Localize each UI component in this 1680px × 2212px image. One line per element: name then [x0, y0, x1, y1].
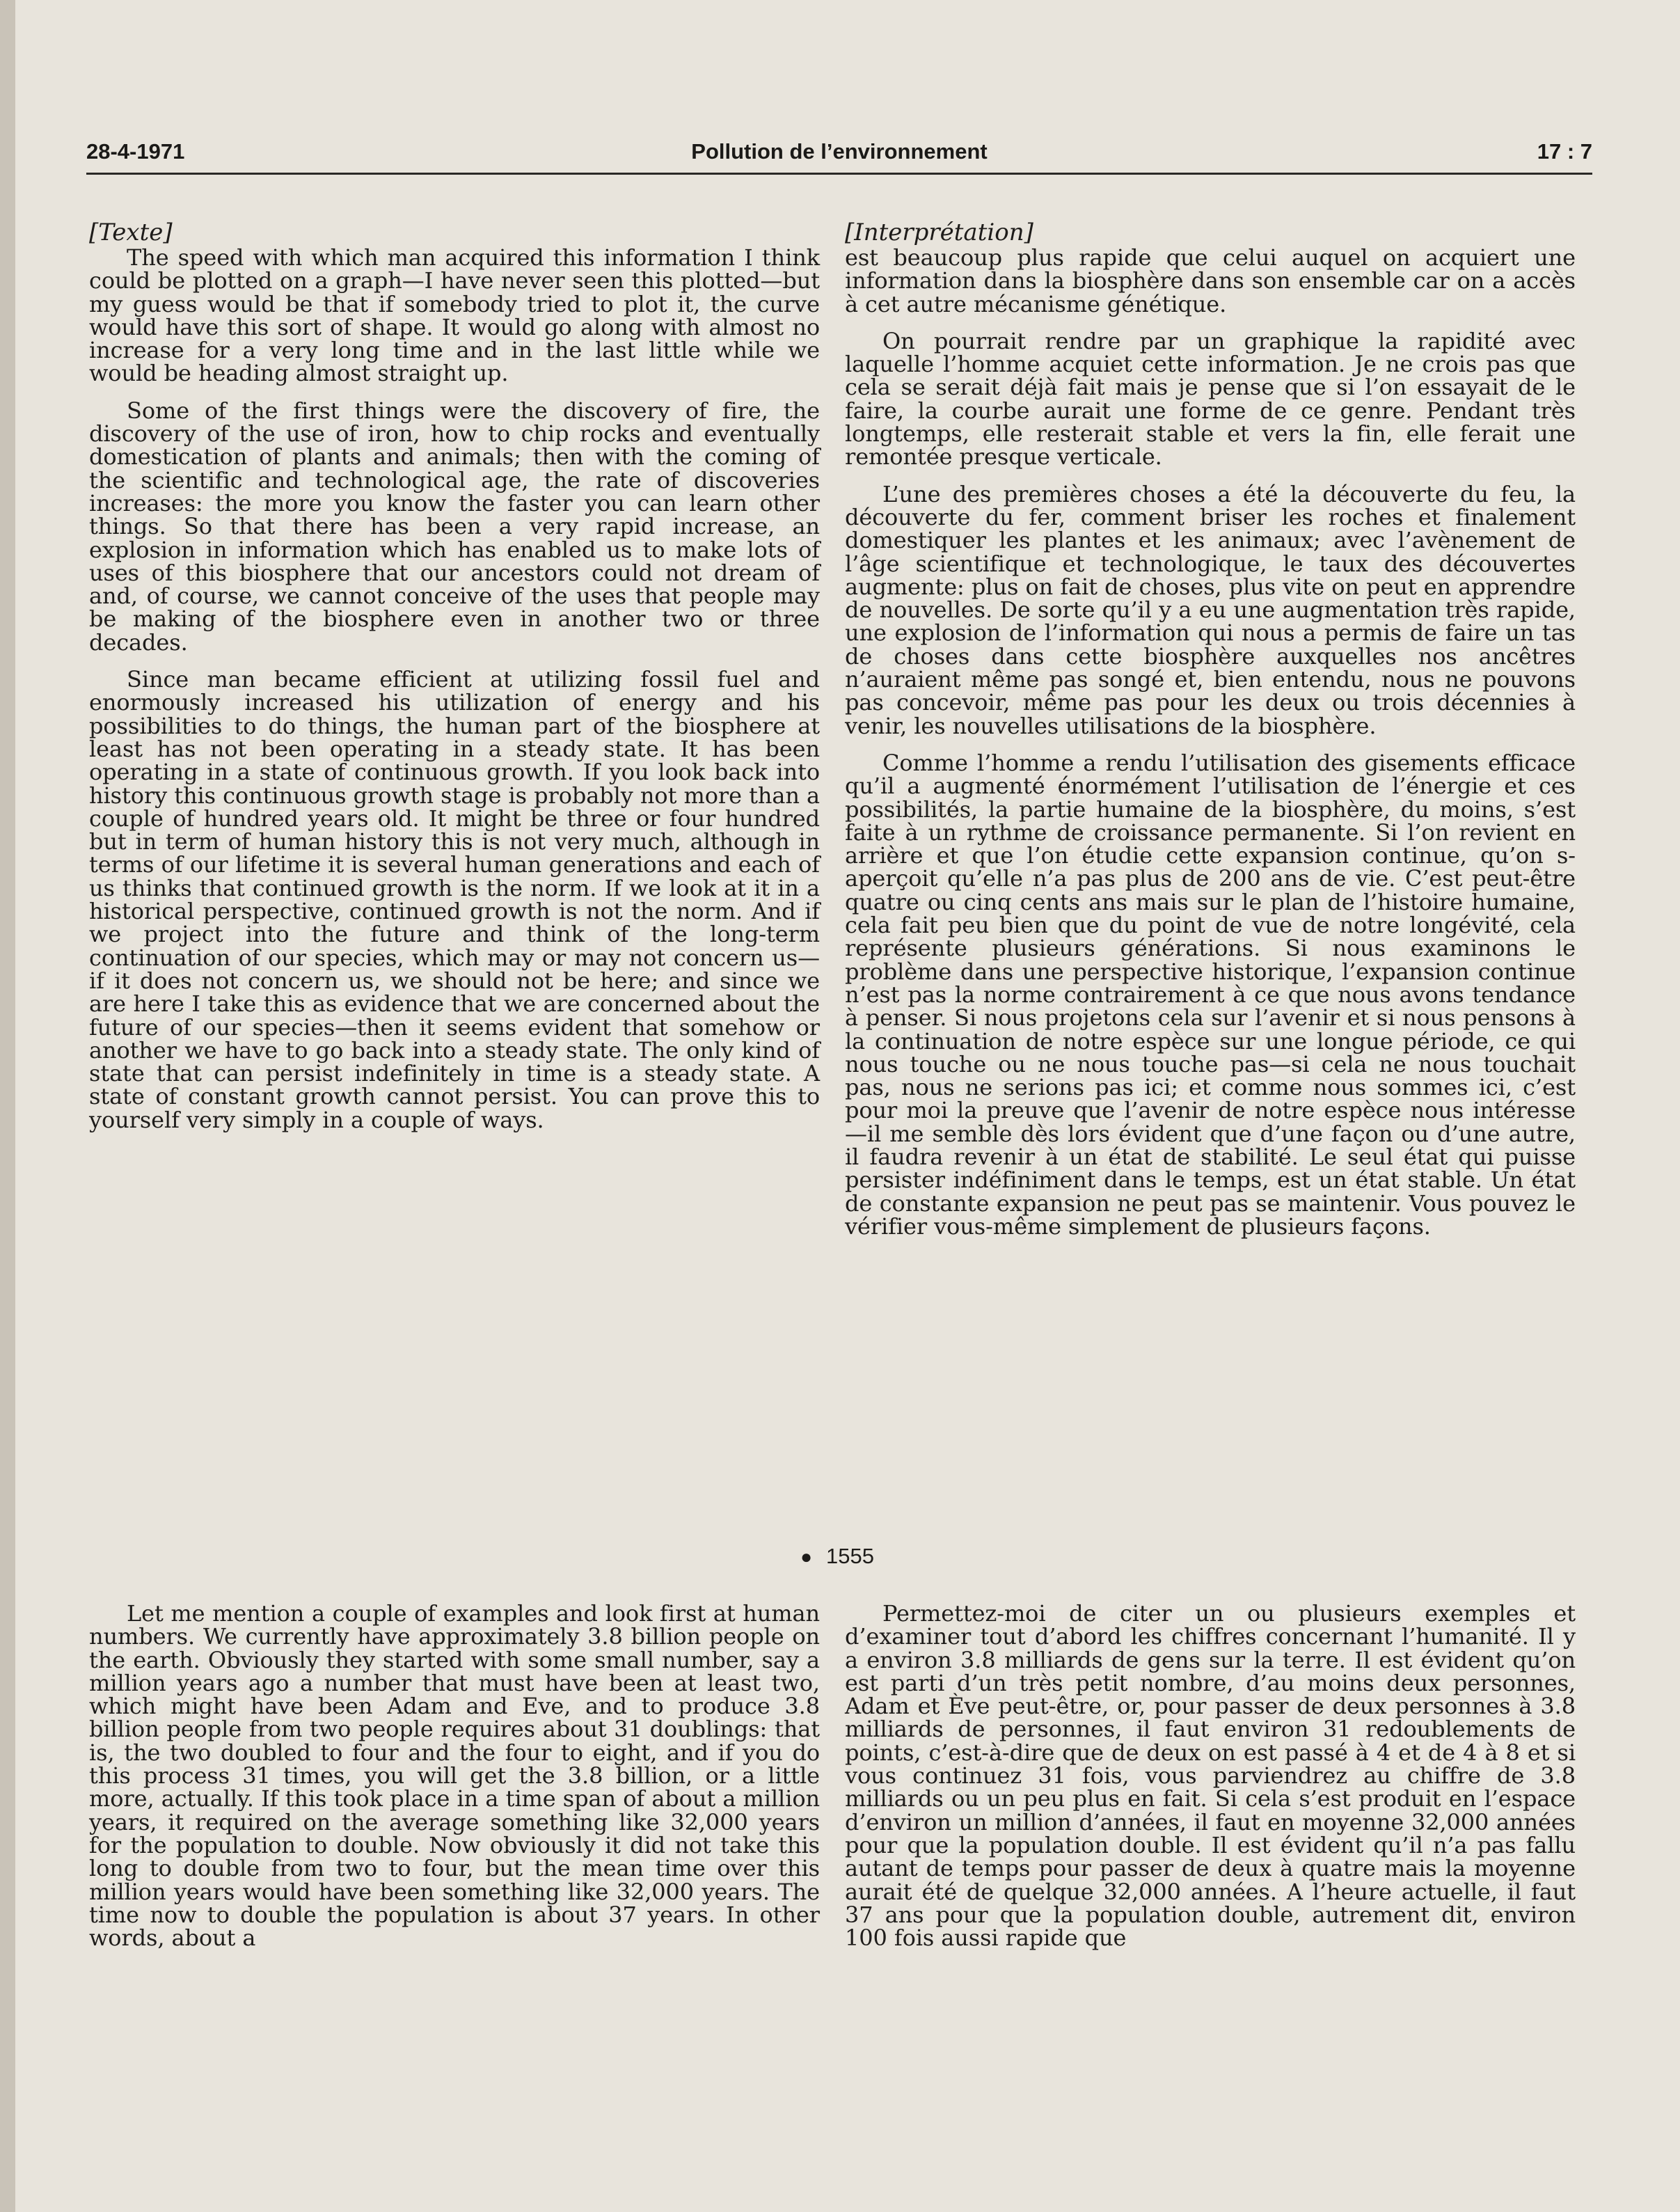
left-paragraph-2: Some of the first things were the discovery of fire, the discovery of the use of iron, how to chip rocks and eventually domestication of plants and animals; then with the coming of the scientific and technological age, the rate of discoveries increases: the more you know the faster you can learn other things. So that there has been a very rapid increase, an explosion in information which has enabled us to make lots of uses of this biosphere that our ancestors could not dream of and, of course, we cannot conceive of the uses that people may be making of the biosphere even in another two or three decades. [89, 397, 820, 656]
right-continuation: est beaucoup plus rapide que celui auquel on acquiert une information dans la biosphère dans son ensemble car on a accès à cet autre mécanisme génétique. [845, 244, 1576, 317]
left-paragraph-1: The speed with which man acquired this information I think could be plotted on a graph—I have never seen this plotted—but my guess would be that if somebody tried to plot it, the curve would have this sort of shape. It would go along with almost no increase for a very long time and in the last little while we would be heading almost straight up. [89, 244, 820, 387]
left-column-bottom [89, 1602, 820, 1964]
left-column-label: [Texte] [89, 219, 173, 246]
header-title: Pollution de l’environnement [691, 139, 988, 164]
right-column-bottom [845, 1602, 1576, 1964]
left-paragraph-3: Since man became efficient at utilizing fossil fuel and enormously increased his utilization of energy and his possibilities to do things, the human part of the biosphere at least has not been operating in a steady state. It has been operating in a state of continuous growth. If you look back into history this continuous growth stage is probably not more than a couple of hundred years old. It might be three or four hundred but in term of human history this is not very much, although in terms of our lifetime it is several human generations and each of us thinks that continued growth is the norm. If we look at it in a historical perspective, continued growth is not the norm. And if we project into the future and think of the long-term continuation of our species, which may or may not concern us—if it does not concern us, we should not be here; and since we are here I take this as evidence that we are concerned about the future of our species—then it seems evident that somehow or another we have to go back into a steady state. The only kind of state that can persist indefinitely in time is a steady state. A state of constant growth cannot persist. You can prove this to yourself very simply in a couple of ways. [89, 666, 820, 1133]
left-column-top [89, 219, 820, 1146]
right-paragraph-3: Comme l’homme a rendu l’utilisation des gisements efficace qu’il a augmenté énormément l’utilisation de l’énergie et ces possibilités, la partie humaine de la biosphère, du moins, s’est faite à un rythme de croissance permanente. Si l’on revient en arrière et que l’on étudie cette expansion continue, qu’on s-aperçoit qu’elle n’a pas plus de 200 ans de vie. C’est peut-être quatre ou cinq cents ans mais sur le plan de l’histoire humaine, cela fait peu bien que du point de vue de notre longévité, cela représente plusieurs générations. Si nous examinons le problème dans une perspective historique, l’expansion continue n’est pas la norme contrairement à ce que nous avons tendance à penser. Si nous projetons cela sur l’avenir et si nous pensons à la continuation de notre espèce sur une longue période, ce qui nous touche ou ne nous touche pas—si cela ne nous touchait pas, nous ne serions pas ici; et comme nous sommes ici, c’est pour moi la preuve que l’avenir de notre espèce nous intéresse—il me semble dès lors évident que d’une façon ou d’une autre, il faudra revenir à un état de stabilité. Le seul état qui puisse persister indéfiniment dans le temps, est un état stable. Un état de constante expansion ne peut pas se maintenir. Vous pouvez le vérifier vous-même simplement de plusieurs façons. [845, 749, 1576, 1240]
right-paragraph-2: L’une des premières choses a été la découverte du feu, la découverte du fer, comment briser les roches et finalement domestiquer les plantes et les animaux; avec l’avènement de l’âge scientifique et technologique, le taux des découvertes augmente: plus on fait de choses, plus vite on peut en apprendre de nouvelles. De sorte qu’il y a eu une augmentation très rapide, une explosion de l’information qui nous a permis de faire un tas de choses dans cette biosphère auxquelles nos ancêtres n’auraient même pas songé et, bien entendu, nous ne pouvons pas concevoir, même pas pour les deux ou trois décennies à venir, les nouvelles utilisations de la biosphère. [845, 480, 1576, 739]
time-marker [728, 1544, 874, 1572]
page-header [86, 139, 1592, 171]
header-page-number: 17 : 7 [1537, 139, 1592, 164]
right-paragraph-1: On pourrait rendre par un graphique la rapidité avec laquelle l’homme acquiet cette information. Je ne crois pas que cela se serait déjà fait mais je pense que si l’on essayait de le faire, la courbe aurait une forme de ce genre. Pendant très longtemps, elle resterait stable et vers la fin, elle ferait une remontée presque verticale. [845, 327, 1576, 471]
time-marker-text: 1555 [826, 1544, 874, 1568]
header-date: 28-4-1971 [86, 139, 185, 164]
right-bottom-paragraph: Permettez-moi de citer un ou plusieurs exemples et d’examiner tout d’abord les chiffres concernant l’humanité. Il y a environ 3.8 milliards de gens sur la terre. Il est évident qu’on est parti d’un très petit nombre, d’au moins deux personnes, Adam et Ève peut-être, or, pour passer de deux personnes à 3.8 milliards de personnes, il faut environ 31 redoublements de points, c’est-à-dire que de deux on est passé à 4 et de 4 à 8 et si vous continuez 31 fois, vous parviendrez au chiffre de 3.8 milliards ou un peu plus en fait. Si cela s’est produit en l’espace d’environ un million d’années, il faut en moyenne 32,000 années pour que la population double. Il est évident qu’il n’a pas fallu autant de temps pour passer de deux à quatre mais la moyenne aurait été de quelque 32,000 années. A l’heure actuelle, il faut 37 ans pour que la population double, autrement dit, environ 100 fois aussi rapide que [845, 1600, 1576, 1952]
bullet-icon: ● [800, 1546, 813, 1567]
right-column-label: [Interprétation] [845, 219, 1033, 246]
document-page [15, 0, 1680, 2212]
right-column-top [845, 219, 1576, 1252]
header-rule [86, 173, 1592, 175]
left-bottom-paragraph: Let me mention a couple of examples and look first at human numbers. We currently have approximately 3.8 billion people on the earth. Obviously they started with some small number, say a million years ago a number that must have been at least two, which might have been Adam and Eve, and to produce 3.8 billion people from two people requires about 31 doublings: that is, the two doubled to four and the four to eight, and if you do this process 31 times, you will get the 3.8 billion, or a little more, actually. If this took place in a time span of about a million years, it required on the average something like 32,000 years for the population to double. Now obviously it did not take this long to double from two to four, but the mean time over this million years would have been something like 32,000 years. The time now to double the population is about 37 years. In other words, about a [89, 1600, 820, 1952]
